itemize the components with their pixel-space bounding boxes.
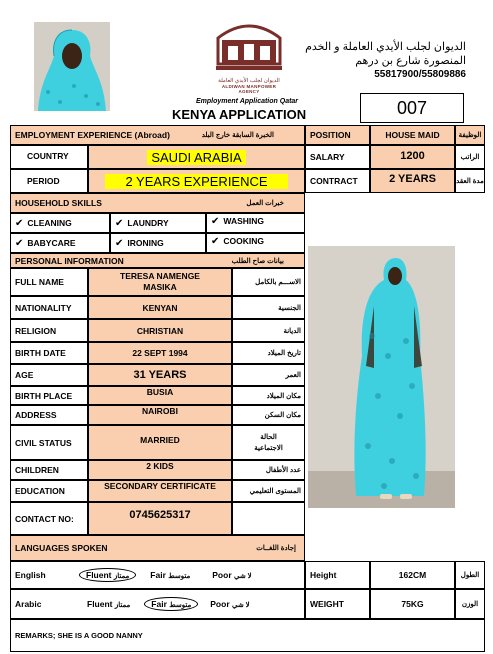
nationality-ar: الجنسية — [232, 296, 305, 319]
civil-status-label: CIVIL STATUS — [10, 425, 88, 460]
weight-label: WEIGHT — [305, 589, 370, 619]
civil-status-ar: الحالة الاجتماعية — [232, 425, 305, 460]
arabic-fair-selected: Fair متوسط — [144, 597, 198, 611]
form-subtitle: Employment Application Qatar — [196, 98, 299, 105]
checkmark-icon: ✔ — [211, 236, 220, 247]
birth-date-ar: تاريخ الميلاد — [232, 342, 305, 364]
children-label: CHILDREN — [10, 460, 88, 480]
skill-washing: ✔ WASHING — [206, 213, 305, 233]
company-name-ar: الديوان لجلب الأيدي العاملة و الخدم — [305, 41, 466, 53]
education-ar: المستوى التعليمي — [232, 480, 305, 502]
birth-place-label: BIRTH PLACE — [10, 386, 88, 405]
contact-label: CONTACT NO: — [10, 502, 88, 535]
birth-date-value: 22 SEPT 1994 — [88, 342, 232, 364]
civil-status-value: MARRIED — [88, 425, 232, 460]
country-value: SAUDI ARABIA — [88, 145, 305, 169]
position-label: POSITION — [305, 125, 370, 145]
logo-text-ar: الديوان لجلب الأيدي العاملة — [218, 78, 280, 84]
company-phones: 55817900/55809886 — [374, 69, 466, 80]
company-address-ar: المنصورة شارع بن درهم — [355, 55, 466, 67]
portrait-photo — [34, 22, 110, 111]
education-value: SECONDARY CERTIFICATE — [88, 480, 232, 502]
languages-heading: LANGUAGES SPOKEN إجادة اللغــات — [10, 535, 305, 561]
checkmark-icon: ✔ — [15, 217, 24, 229]
address-value: NAIROBI — [88, 405, 232, 425]
nationality-label: NATIONALITY — [10, 296, 88, 319]
nationality-value: KENYAN — [88, 296, 232, 319]
english-fluent-selected: Fluent ممتاز — [79, 568, 136, 582]
position-value: HOUSE MAID — [370, 125, 455, 145]
address-label: ADDRESS — [10, 405, 88, 425]
skills-heading: HOUSEHOLD SKILLS خبرات العمل — [10, 193, 305, 213]
religion-value: CHRISTIAN — [88, 319, 232, 342]
birth-place-value: BUSIA — [88, 386, 232, 405]
age-ar: العمر — [232, 364, 305, 386]
full-name-value: TERESA NAMENGE MASIKA — [88, 268, 232, 296]
checkmark-icon: ✔ — [115, 217, 124, 229]
children-value: 2 KIDS — [88, 460, 232, 480]
children-ar: عدد الأطفال — [232, 460, 305, 480]
skill-babycare: ✔ BABYCARE — [10, 233, 110, 253]
contract-value: 2 YEARS — [370, 169, 455, 193]
contact-value: 0745625317 — [88, 502, 232, 535]
address-ar: مكان السكن — [232, 405, 305, 425]
skill-ironing: ✔ IRONING — [110, 233, 206, 253]
period-label: PERIOD — [10, 169, 88, 193]
salary-label: SALARY — [305, 145, 370, 169]
contract-ar: مدة العقد — [455, 169, 485, 193]
skill-laundry: ✔ LAUNDRY — [110, 213, 206, 233]
weight-value: 75KG — [370, 589, 455, 619]
salary-ar: الراتب — [455, 145, 485, 169]
experience-heading: EMPLOYMENT EXPERIENCE (Abroad) الخبرة السابقة خارج البلد — [10, 125, 305, 145]
full-body-photo — [308, 246, 455, 508]
salary-value: 1200 — [370, 145, 455, 169]
form-title: KENYA APPLICATION — [172, 107, 307, 122]
full-name-ar: الاســـم بالكامل — [232, 268, 305, 296]
logo-text-en: ALDIWAN MANPOWER AGENCY — [221, 84, 277, 94]
birth-place-ar: مكان الميلاد — [232, 386, 305, 405]
arabic-row: Arabic Fluent ممتاز Fair متوسط Poor لا شي — [10, 589, 305, 619]
height-ar: الطول — [455, 561, 485, 589]
contact-ar — [232, 502, 305, 535]
remarks: REMARKS; SHE IS A GOOD NANNY — [10, 619, 485, 652]
religion-ar: الديانة — [232, 319, 305, 342]
height-value: 162CM — [370, 561, 455, 589]
birth-date-label: BIRTH DATE — [10, 342, 88, 364]
education-label: EDUCATION — [10, 480, 88, 502]
age-value: 31 YEARS — [88, 364, 232, 386]
personal-heading: PERSONAL INFORMATION بيانات صاح الطلب — [10, 253, 305, 268]
age-label: AGE — [10, 364, 88, 386]
contract-label: CONTRACT — [305, 169, 370, 193]
reference-number: 007 — [360, 93, 464, 123]
english-row: English Fluent ممتاز Fair متوسط Poor لا شي — [10, 561, 305, 589]
skill-cleaning: ✔ CLEANING — [10, 213, 110, 233]
period-value: 2 YEARS EXPERIENCE — [88, 169, 305, 193]
full-name-label: FULL NAME — [10, 268, 88, 296]
religion-label: RELIGION — [10, 319, 88, 342]
checkmark-icon: ✔ — [15, 237, 24, 249]
height-label: Height — [305, 561, 370, 589]
country-label: COUNTRY — [10, 145, 88, 169]
checkmark-icon: ✔ — [211, 216, 220, 227]
position-ar: الوظيفة — [455, 125, 485, 145]
skill-cooking: ✔ COOKING — [206, 233, 305, 253]
agency-logo — [212, 14, 286, 94]
weight-ar: الوزن — [455, 589, 485, 619]
checkmark-icon: ✔ — [115, 237, 124, 249]
